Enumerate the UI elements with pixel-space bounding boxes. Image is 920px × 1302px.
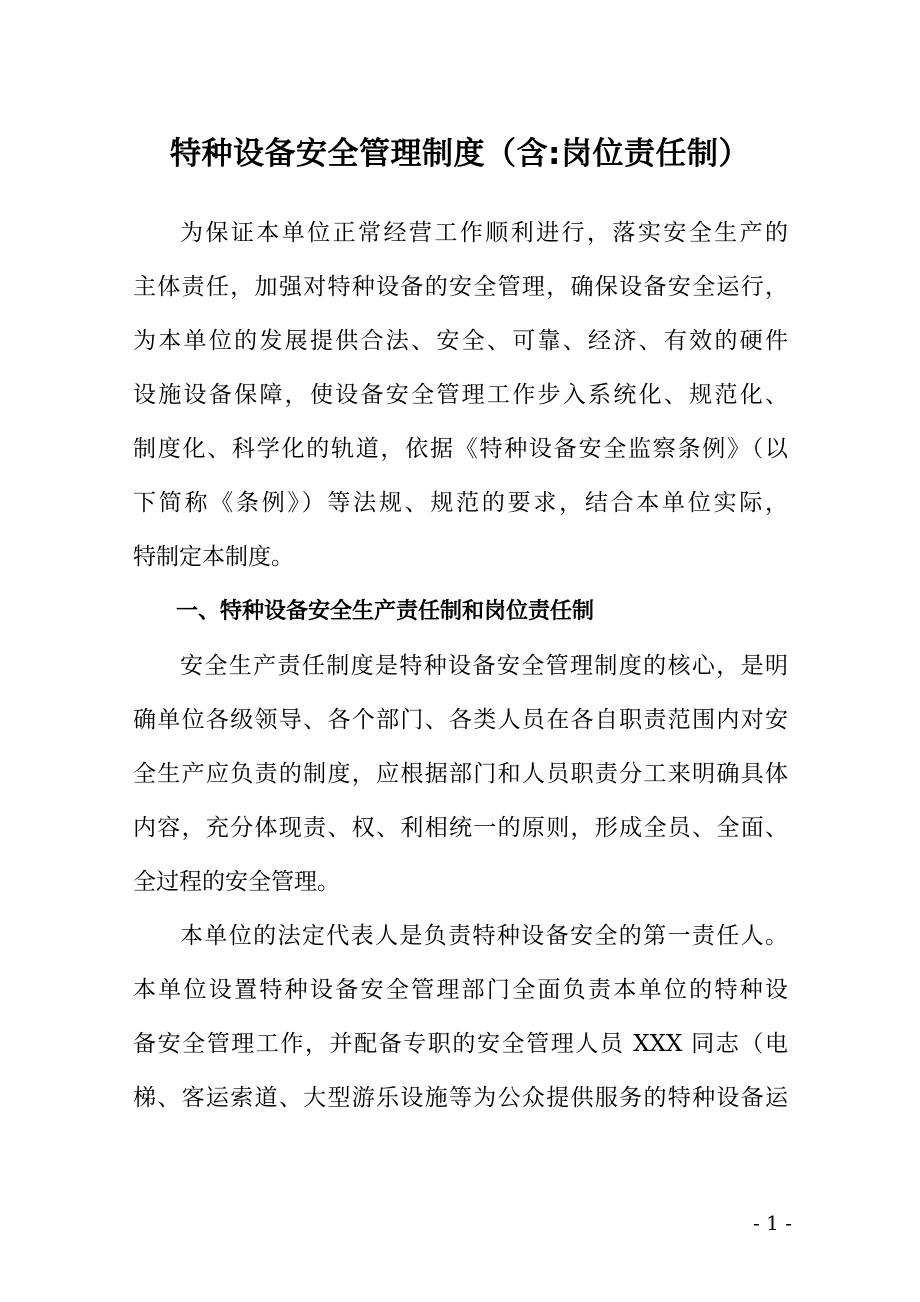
paragraph-line: 本单位的法定代表人是负责特种设备安全的第一责任人。 <box>180 923 788 949</box>
paragraph-line: 内容，充分体现责、权、利相统一的原则，形成全员、全面、 <box>133 815 788 841</box>
page-number: - 1 - <box>753 1211 792 1235</box>
paragraph-line: 主体责任，加强对特种设备的安全管理，确保设备安全运行， <box>133 274 788 300</box>
paragraph-line: 梯、客运索道、大型游乐设施等为公众提供服务的特种设备运 <box>133 1085 788 1111</box>
paragraph-line: 安全生产责任制度是特种设备安全管理制度的核心，是明 <box>180 653 788 679</box>
paragraph-line: 本单位设置特种设备安全管理部门全面负责本单位的特种设 <box>133 977 788 1003</box>
paragraph-line: 设施设备保障，使设备安全管理工作步入系统化、规范化、 <box>133 382 788 408</box>
paragraph-line: 全过程的安全管理。 <box>133 869 340 895</box>
paragraph-line: 备安全管理工作，并配备专职的安全管理人员 XXX 同志（电 <box>133 1031 788 1057</box>
paragraph-line: 为保证本单位正常经营工作顺利进行，落实安全生产的 <box>180 220 788 246</box>
document-title: 特种设备安全管理制度（含:岗位责任制） <box>170 136 750 172</box>
section-heading: 一、特种设备安全生产责任制和岗位责任制 <box>176 599 595 624</box>
paragraph-line: 确单位各级领导、各个部门、各类人员在各自职责范围内对安 <box>133 707 788 733</box>
paragraph-line: 制度化、科学化的轨道，依据《特种设备安全监察条例》（以 <box>133 436 788 462</box>
paragraph-line: 全生产应负责的制度，应根据部门和人员职责分工来明确具体 <box>133 761 788 787</box>
paragraph-line: 下简称《条例》）等法规、规范的要求，结合本单位实际， <box>133 490 788 516</box>
paragraph-line: 为本单位的发展提供合法、安全、可靠、经济、有效的硬件 <box>133 328 788 354</box>
paragraph-line: 特制定本制度。 <box>133 544 294 570</box>
